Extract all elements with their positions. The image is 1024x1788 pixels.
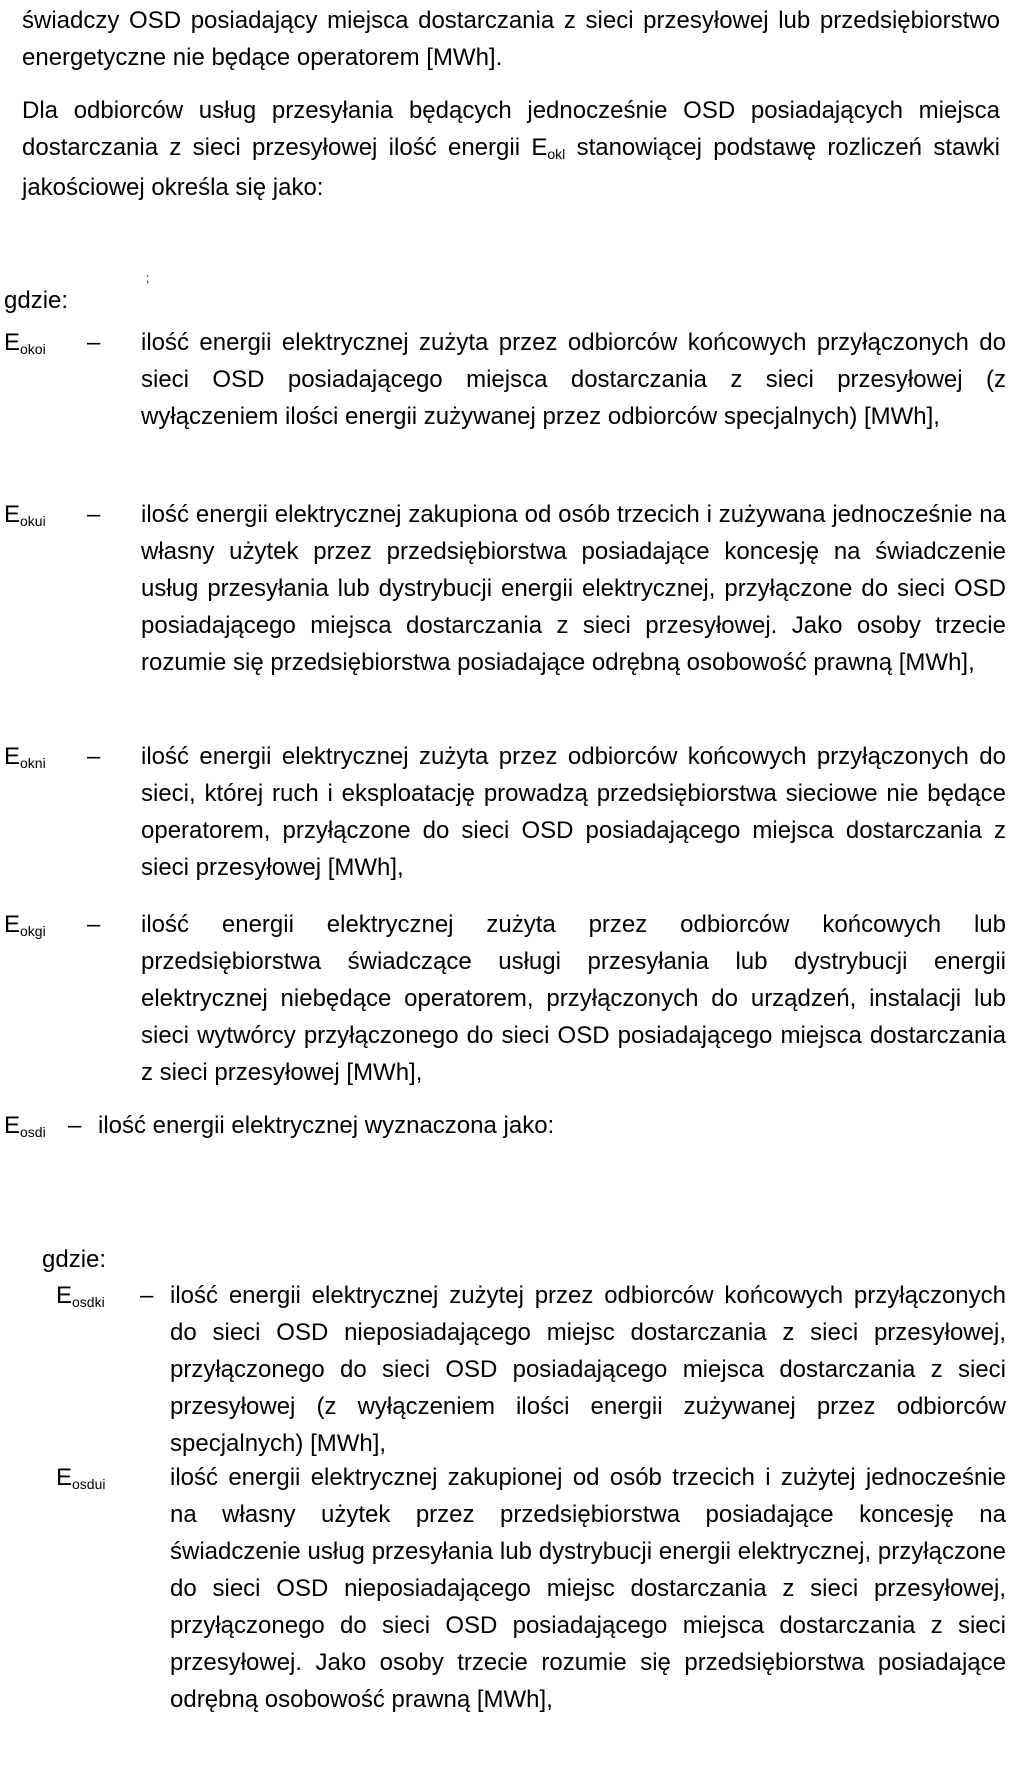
definition-symbol: Eokni [4, 743, 46, 771]
definition-symbol: Eosdui [56, 1464, 106, 1492]
definition-text: ilość energii elektrycznej zużyta przez odbiorców końcowych przyłączonych do sieci OSD posiadającego miejsca dostarczania z sieci przesyłowej (z wyłączeniem ilości energii zużywanej przez odbiorców specjalnych) [MWh], [141, 329, 1006, 430]
intro-text-before: Dla odbiorców usług przesyłania będących jednocześnie OSD posiadających miejsca dostarczania z sieci przesyłowej ilość energii E [22, 97, 1000, 161]
where-label-1: gdzie: [4, 287, 69, 314]
definition-symbol: Eosdi [4, 1112, 46, 1140]
definition-text: ilość energii elektrycznej zakupionej od osób trzecich i zużytej jednocześnie na własny użytek przez przedsiębiorstwa posiadające koncesję na świadczenie usług przesyłania lub dystrybucji energii elektrycznej, przyłączone do sieci OSD nieposiadającego miejsc dostarczania z sieci przesyłowej, przyłączonego do sieci OSD posiadającego miejsca dostarczania z sieci przesyłowej. Jako osoby trzecie rozumie się przedsiębiorstwa posiadające odrębną osobowość prawną [MWh], [170, 1464, 1006, 1713]
definition-symbol: Eosdki [56, 1282, 105, 1310]
definition-symbol: Eokui [4, 501, 46, 529]
definition-okoi [4, 324, 1006, 435]
definition-okni [4, 738, 1006, 886]
definition-osdi [4, 1107, 1006, 1147]
definition-dash: – [140, 1282, 154, 1309]
paragraph-intro [22, 92, 1000, 206]
intro-text-after: stanowiącej podstawę rozliczeń stawki jakościowej określa się jako: [22, 134, 1000, 201]
definition-text: ilość energii elektrycznej zakupiona od osób trzecich i zużywana jednocześnie na własny użytek przez przedsiębiorstwa posiadające koncesję na świadczenie usług przesyłania lub dystrybucji energii elektrycznej, przyłączone do sieci OSD posiadającego miejsca dostarczania z sieci przesyłowej. Jako osoby trzecie rozumie się przedsiębiorstwa posiadające odrębną osobowość prawną [MWh], [141, 501, 1006, 676]
definition-okui [4, 496, 1006, 681]
definition-symbol: Eokgi [4, 911, 46, 939]
definition-dash: – [87, 501, 101, 528]
definition-text: ilość energii elektrycznej zużyta przez odbiorców końcowych przyłączonych do sieci, której ruch i eksploatację prowadzą przedsiębiorstwa sieciowe nie będące operatorem, przyłączone do sieci OSD posiadającego miejsca dostarczania z sieci przesyłowej [MWh], [141, 743, 1006, 881]
definition-text: ilość energii elektrycznej zużyta przez odbiorców końcowych lub przedsiębiorstwa świadczące usługi przesyłania lub dystrybucji energii elektrycznej niebędące operatorem, przyłączonych do urządzeń, instalacji lub sieci wytwórcy przyłączonego do sieci OSD posiadającego miejsca dostarczania z sieci przesyłowej [MWh], [141, 911, 1006, 1086]
intro-subscript: okl [547, 146, 566, 162]
definition-osdki [56, 1277, 1006, 1462]
definition-text: ilość energii elektrycznej zużytej przez odbiorców końcowych przyłączonych do sieci OSD nieposiadającego miejsc dostarczania z sieci przesyłowej, przyłączonego do sieci OSD posiadającego miejsca dostarczania z sieci przesyłowej (z wyłączeniem ilości energii zużywanej przez odbiorców specjalnych) [MWh], [170, 1282, 1006, 1457]
definition-osdui [56, 1459, 1006, 1718]
definition-dash: – [87, 329, 101, 356]
definition-okgi [4, 906, 1006, 1091]
paragraph-top: świadczy OSD posiadający miejsca dostarczania z sieci przesyłowej lub przedsiębiorstwo energetyczne nie będące operatorem [MWh]. [22, 7, 1000, 71]
definition-dash: – [87, 743, 101, 770]
where-label-2: gdzie: [42, 1246, 107, 1273]
tick-mark: ; [146, 271, 150, 285]
definition-dash: – [68, 1112, 82, 1139]
definition-dash: – [87, 911, 101, 938]
definition-text: ilość energii elektrycznej wyznaczona jako: [98, 1112, 555, 1139]
definition-symbol: Eokoi [4, 329, 46, 357]
